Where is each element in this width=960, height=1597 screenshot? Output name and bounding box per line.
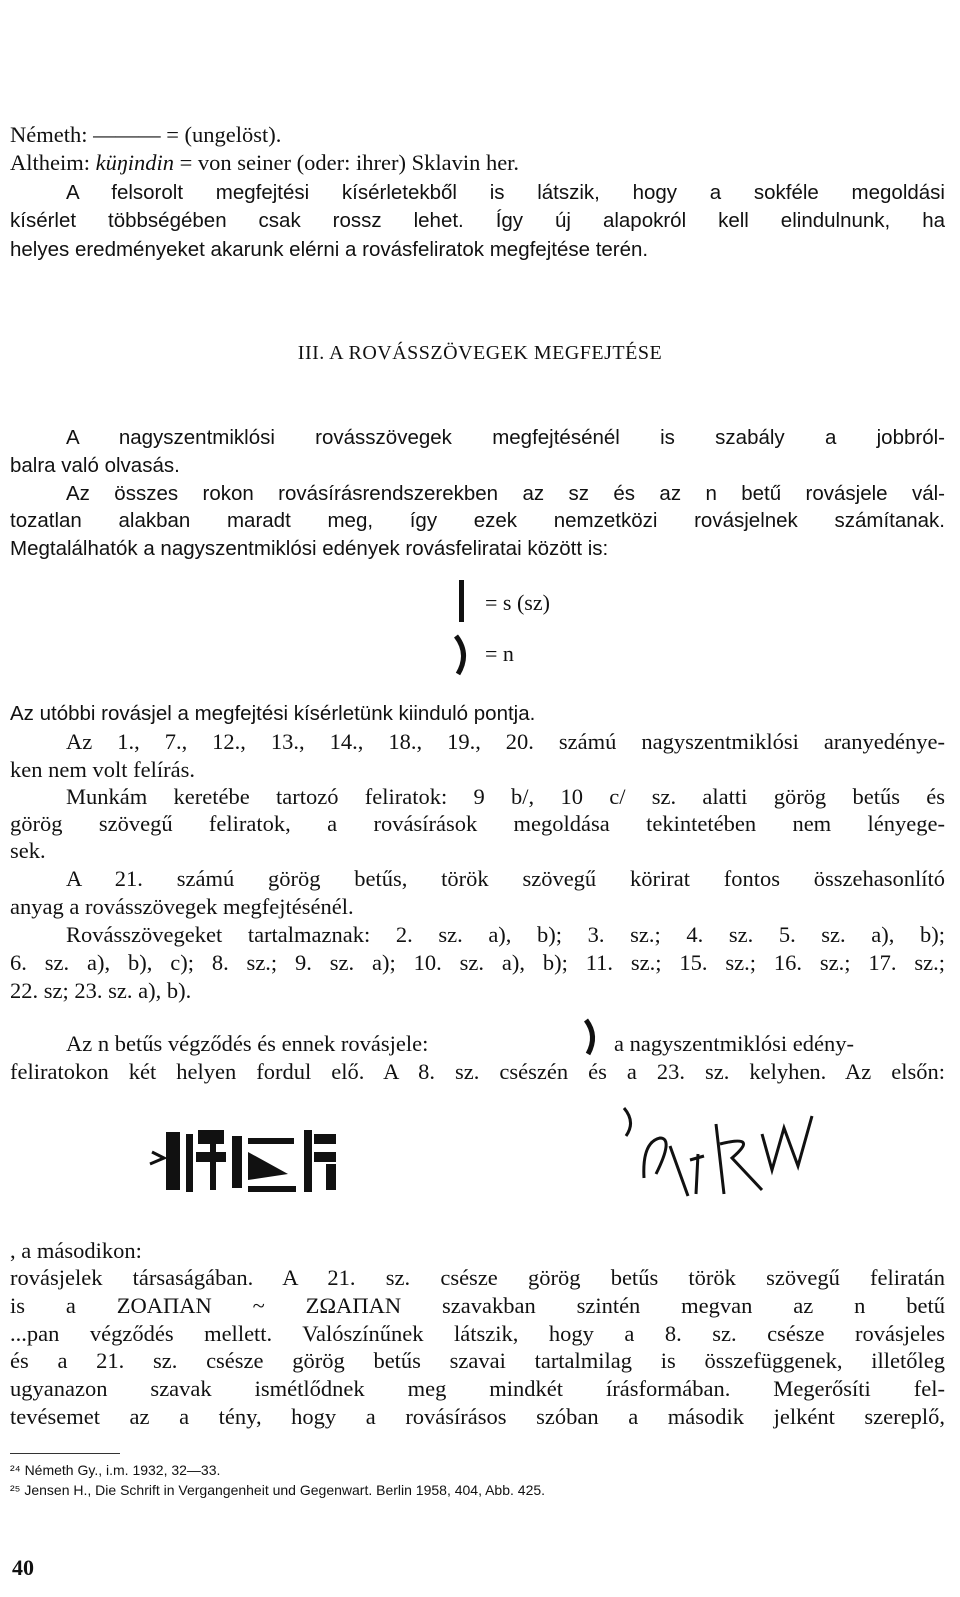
text-line [10,149,945,177]
paragraph-line: görög szövegű feliratok, a rovásírások megoldása tekintetében nem lényege- [10,811,945,836]
rune-inscription-image [612,1104,832,1200]
paragraph-line: 6. sz. a), b), c); 8. sz.; 9. sz. a); 10. sz. a), b); 11. sz.; 15. sz.; 16. sz.; 17. sz.; [10,950,945,975]
equation-line: = s (sz) [485,590,550,615]
rune-sz-symbol [452,578,472,624]
footnote-divider [10,1453,120,1454]
section-heading: III. A ROVÁSSZÖVEGEK MEGFEJTÉSE [297,342,663,364]
paragraph-line: tozatlan alakban maradt meg, így ezek nemzetközi rovásjelnek számítanak. [10,509,945,532]
paragraph-line: sek. [10,838,46,863]
paragraph-line: Az n betűs végződés és ennek rovásjele: [66,1031,429,1056]
paragraph-line: 22. sz; 23. sz. a), b). [10,978,192,1003]
footnote: ²⁵ Jensen H., Die Schrift in Vergangenheit und Gegenwart. Berlin 1958, 404, Abb. 425. [10,1482,546,1498]
equation-line: = n [485,641,514,666]
paragraph-line: ...pan végződés mellett. Valószínűnek látszik, hogy a 8. sz. csésze rovásjeles [10,1321,945,1346]
paragraph-line: A nagyszentmiklósi rovásszövegek megfejtésénél is szabály a jobbról- [66,426,945,449]
paragraph-line: Megtalálhatók a nagyszentmiklósi edények rovásfeliratai között is: [10,537,609,560]
paragraph-line: anyag a rovásszövegek megfejtésénél. [10,894,354,919]
paragraph-line: kísérlet többségében csak rossz lehet. Így új alapokról kell elindulnunk, ha [10,209,945,232]
rune-inscription-image [148,1124,358,1198]
paragraph-line: ken nem volt felírás. [10,757,195,782]
page-number: 40 [12,1555,34,1580]
paragraph-line: Munkám keretébe tartozó feliratok: 9 b/, 10 c/ sz. alatti görög betűs és [66,784,945,809]
paragraph-line: A 21. számú görög betűs, török szövegű körirat fontos összehasonlító [66,866,945,891]
paragraph-line: és a 21. sz. csésze görög betűs szavai tartalmilag is összefüggenek, illetőleg [10,1348,945,1373]
paragraph-line: , a másodikon: [10,1238,142,1263]
paragraph-line: Az 1., 7., 12., 13., 14., 18., 19., 20. számú nagyszentmiklósi aranyedénye- [66,729,945,754]
paragraph-line: ugyanazon szavak ismétlődnek meg mindkét írásformában. Megerősíti fel- [10,1376,945,1401]
rune-n-symbol [582,1016,602,1058]
text-line: Németh: ——— = (ungelöst). [10,122,282,147]
paragraph-line: Az utóbbi rovásjel a megfejtési kísérletünk kiinduló pontja. [10,702,536,725]
italic-span: küŋindin [95,150,174,175]
paragraph-line: A felsorolt megfejtési kísérletekből is látszik, hogy a sokféle megoldási [66,181,945,204]
text-span: Altheim: [10,150,96,175]
paragraph-line: helyes eredményeket akarunk elérni a rovásfeliratok megfejtése terén. [10,238,649,261]
paragraph-line: is a ZOAΠAN ~ ZΩAΠAN szavakban szintén megvan az n betű [10,1293,945,1318]
paragraph-line: Rovásszövegeket tartalmaznak: 2. sz. a), b); 3. sz.; 4. sz. 5. sz. a), b); [66,922,945,947]
paragraph-line: Az összes rokon rovásírásrendszerekben az sz és az n betű rovásjele vál- [66,482,945,505]
footnote: ²⁴ Németh Gy., i.m. 1932, 32—33. [10,1462,221,1478]
paragraph-line: balra való olvasás. [10,454,180,477]
rune-n-symbol [452,632,474,678]
paragraph-line: a nagyszentmiklósi edény- [614,1031,854,1056]
paragraph-line: rovásjelek társaságában. A 21. sz. csésze görög betűs török szövegű feliratán [10,1265,945,1290]
paragraph-line: tevésemet az a tény, hogy a rovásírásos szóban a második jelként szereplő, [10,1404,945,1429]
paragraph-line: feliratokon két helyen fordul elő. A 8. sz. csészén és a 23. sz. kelyhen. Az elsőn: [10,1059,945,1084]
text-span: = von seiner (oder: ihrer) Sklavin her. [173,150,520,175]
